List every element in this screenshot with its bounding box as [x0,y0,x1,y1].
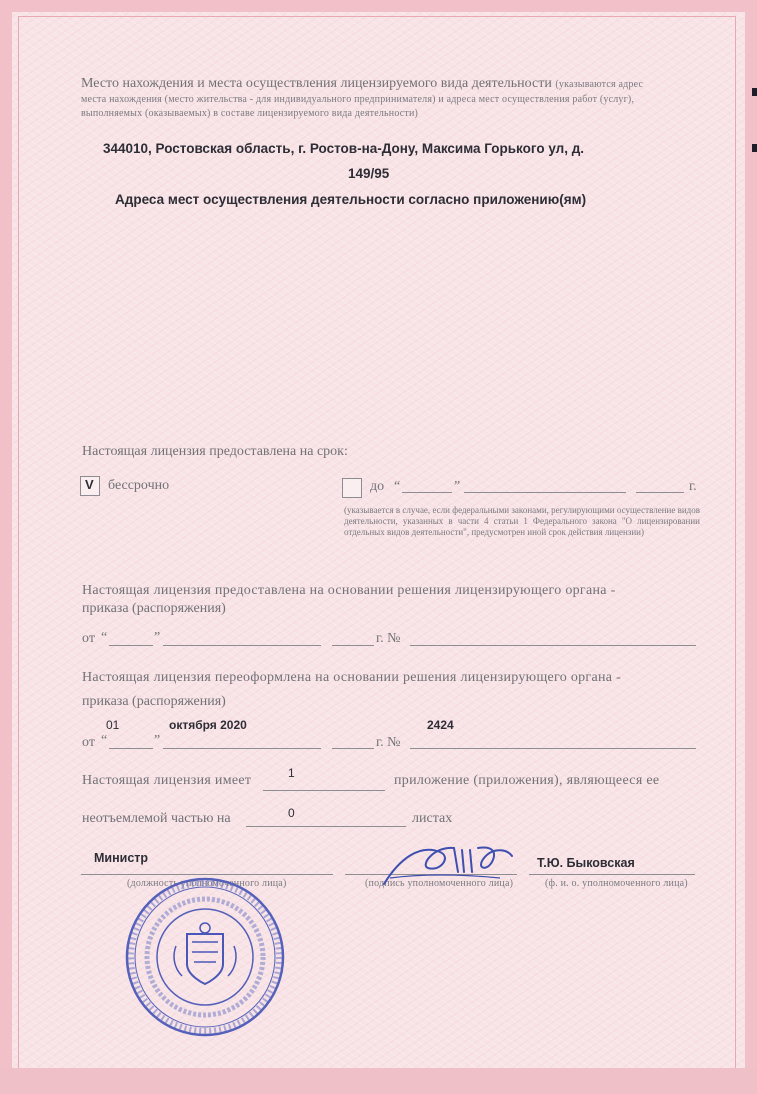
term-label: Настоящая лицензия предоставлена на срок: [82,444,348,459]
bottom-ornament-band [0,1068,757,1094]
reissue-from-label: от [82,735,95,750]
handwritten-signature [380,838,520,890]
edge-mark [752,88,757,96]
official-seal-stamp [124,876,286,1038]
reissue-year-line [332,748,374,749]
basis-text-line2: приказа (распоряжения) [82,601,226,616]
name-line [529,874,695,875]
address-line-3: Адреса мест осуществления деятельности согласно приложению(ям) [115,192,587,207]
location-title-line3: выполняемых (оказываемых) в составе лицензируемого вида деятельности) [81,108,419,119]
reissue-day: 01 [106,718,120,732]
until-year-line [636,492,684,493]
basis-from-label: от [82,631,95,646]
until-month-line [464,492,626,493]
appendix-line2-before: неотъемлемой частью на [82,811,231,826]
signature-caption: (подпись уполномоченного лица) [365,878,514,889]
position-line [81,874,333,875]
reissue-month-line [163,748,321,749]
reissue-number-label: г. № [376,735,401,750]
indefinite-label: бессрочно [108,478,170,493]
reissue-text-line2: приказа (распоряжения) [82,694,226,709]
appendix-sheets: 0 [288,806,295,820]
basis-year-line [332,645,374,646]
edge-mark [752,144,757,152]
position-caption: (должность уполномоченного лица) [127,878,287,889]
basis-number-label: г. № [376,631,401,646]
checkbox-mark: V [85,477,94,492]
location-title-paren: (указываются адрес [555,79,644,90]
address-line-1: 344010, Ростовская область, г. Ростов-на-Дону, Максима Горького ул, д. [103,141,585,156]
appendix-count-line [263,790,385,791]
reissue-day-line [109,748,153,749]
appendix-count: 1 [288,766,295,780]
until-label: до [370,479,385,494]
until-quote-close: ” [454,479,461,494]
basis-number-line [410,645,696,646]
basis-month-line [163,645,321,646]
basis-quote-close: ” [154,630,161,645]
appendix-line2-after: листах [412,811,453,826]
appendix-text-before: Настоящая лицензия имеет [82,773,252,788]
basis-day-line [109,645,153,646]
basis-quote-open: “ [101,630,108,645]
location-title-main: Место нахождения и места осуществления лицензируемого вида деятельности [81,76,552,91]
reissue-quote-close: ” [154,733,161,748]
until-checkbox [342,478,362,498]
reissue-quote-open: “ [101,733,108,748]
reissue-month-year: октября 2020 [169,718,247,732]
indefinite-checkbox [80,476,100,496]
location-title [81,76,643,92]
signer-name: Т.Ю. Быковская [537,856,635,870]
appendix-sheets-line [246,826,406,827]
reissue-number: 2424 [427,718,454,732]
until-quote-open: “ [394,479,401,494]
reissue-text-line1: Настоящая лицензия переоформлена на основании решения лицензирующего органа - [82,670,622,685]
until-year-suffix: г. [689,479,697,494]
signer-position: Министр [94,851,149,865]
appendix-text-after: приложение (приложения), являющееся ее [394,773,660,788]
address-line-2: 149/95 [348,166,390,181]
name-caption: (ф. и. о. уполномоченного лица) [545,878,688,889]
reissue-number-line [410,748,696,749]
term-note: (указывается в случае, если федеральными законами, регулирующими осуществление видов деятельности, указанных в части 4 статьи 1 Федерального закона "О лицензировании отдельных видов деятельности", предусмотрен иной срок действия лицензии) [344,505,700,537]
location-title-line2: места нахождения (место жительства - для индивидуального предпринимателя) и адреса мест осуществления работ (услуг), [81,94,635,105]
basis-text-line1: Настоящая лицензия предоставлена на основании решения лицензирующего органа - [82,583,616,598]
until-day-line [402,492,452,493]
